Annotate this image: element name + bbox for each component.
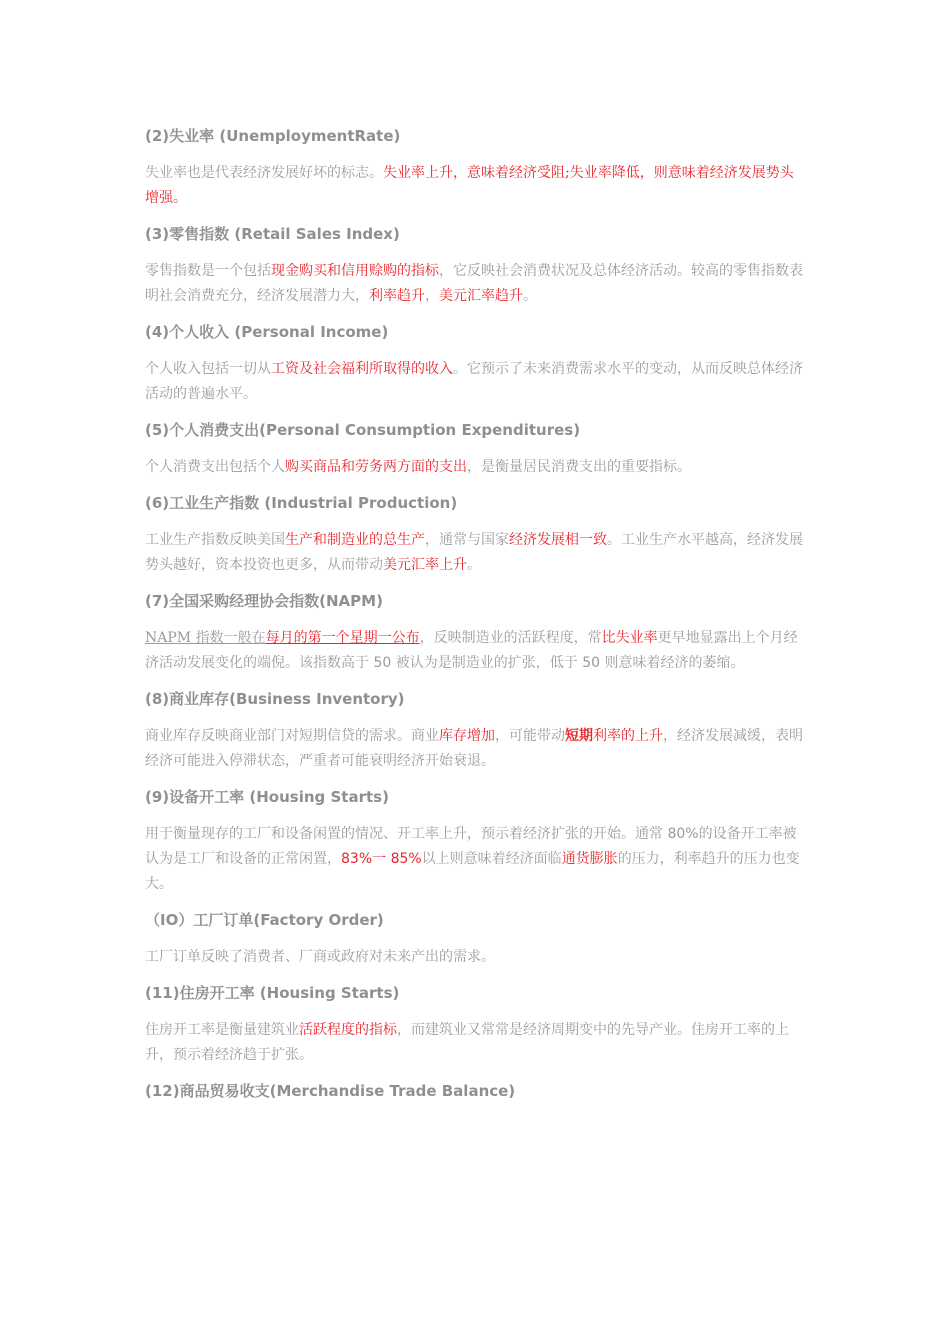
section-body-housing-starts: 住房开工率是衡量建筑业活跃程度的指标，而建筑业又常常是经济周期变中的先导产业。住房开工率的上升，预示着经济趋于扩张。 <box>145 1022 789 1063</box>
section-body-industrial-production: 工业生产指数反映美国生产和制造业的总生产，通常与国家经济发展相一致。工业生产水平越高，经济发展势头越好，资本投资也更多，从而带动美元汇率上升。 <box>145 532 803 573</box>
section-body-capacity-utilization: 用于衡量现存的工厂和设备闲置的情况、开工率上升，预示着经济扩张的开始。通常 80%的设备开工率被认为是工厂和设备的正常闲置，83%一 85%以上则意味着经济面临通货膨胀的压力，利率趋升的压力也变大。 <box>145 826 800 892</box>
section-heading-industrial-production: (6)工业生产指数 (Industrial Production) <box>145 494 458 512</box>
section-heading-retail-sales: (3)零售指数 (Retail Sales Index) <box>145 225 400 243</box>
section-heading-napm: (7)全国采购经理协会指数(NAPM) <box>145 592 383 610</box>
section-body-consumption: 个人消费支出包括个人购买商品和劳务两方面的支出，是衡量居民消费支出的重要指标。 <box>145 459 691 475</box>
section-body-unemployment: 失业率也是代表经济发展好坏的标志。失业率上升，意味着经济受阻;失业率降低，则意味着经济发展势头增强。 <box>145 165 794 206</box>
section-body-retail-sales: 零售指数是一个包括现金购买和信用赊购的指标，它反映社会消费状况及总体经济活动。较高的零售指数表明社会消费充分，经济发展潜力大，利率趋升，美元汇率趋升。 <box>145 263 803 304</box>
section-heading-consumption: (5)个人消费支出(Personal Consumption Expenditures) <box>145 421 581 439</box>
section-body-napm: NAPM 指数一般在每月的第一个星期一公布，反映制造业的活跃程度，常比失业率更早地显露出上个月经济活动发展变化的端倪。该指数高于 50 被认为是制造业的扩张，低于 50 则意味着经济的萎缩。 <box>145 630 798 671</box>
section-heading-factory-order: （IO）工厂订单(Factory Order) <box>145 911 384 929</box>
section-heading-housing-starts: (11)住房开工率 (Housing Starts) <box>145 984 400 1002</box>
section-heading-trade-balance: (12)商品贸易收支(Merchandise Trade Balance) <box>145 1082 516 1100</box>
section-body-business-inventory: 商业库存反映商业部门对短期信贷的需求。商业库存增加，可能带动短期利率的上升，经济发展减缓，表明经济可能进入停滞状态，严重者可能衰明经济开始衰退。 <box>145 728 803 769</box>
section-body-factory-order: 工厂订单反映了消费者、厂商或政府对未来产出的需求。 <box>145 949 495 965</box>
section-heading-capacity-utilization: (9)设备开工率 (Housing Starts) <box>145 788 389 806</box>
section-heading-business-inventory: (8)商业库存(Business Inventory) <box>145 690 405 708</box>
document-content <box>145 124 807 1116</box>
section-heading-unemployment: (2)失业率 (UnemploymentRate) <box>145 127 401 145</box>
section-body-personal-income: 个人收入包括一切从工资及社会福利所取得的收入。它预示了未来消费需求水平的变动，从而反映总体经济活动的普遍水平。 <box>145 361 803 402</box>
section-heading-personal-income: (4)个人收入 (Personal Income) <box>145 323 389 341</box>
